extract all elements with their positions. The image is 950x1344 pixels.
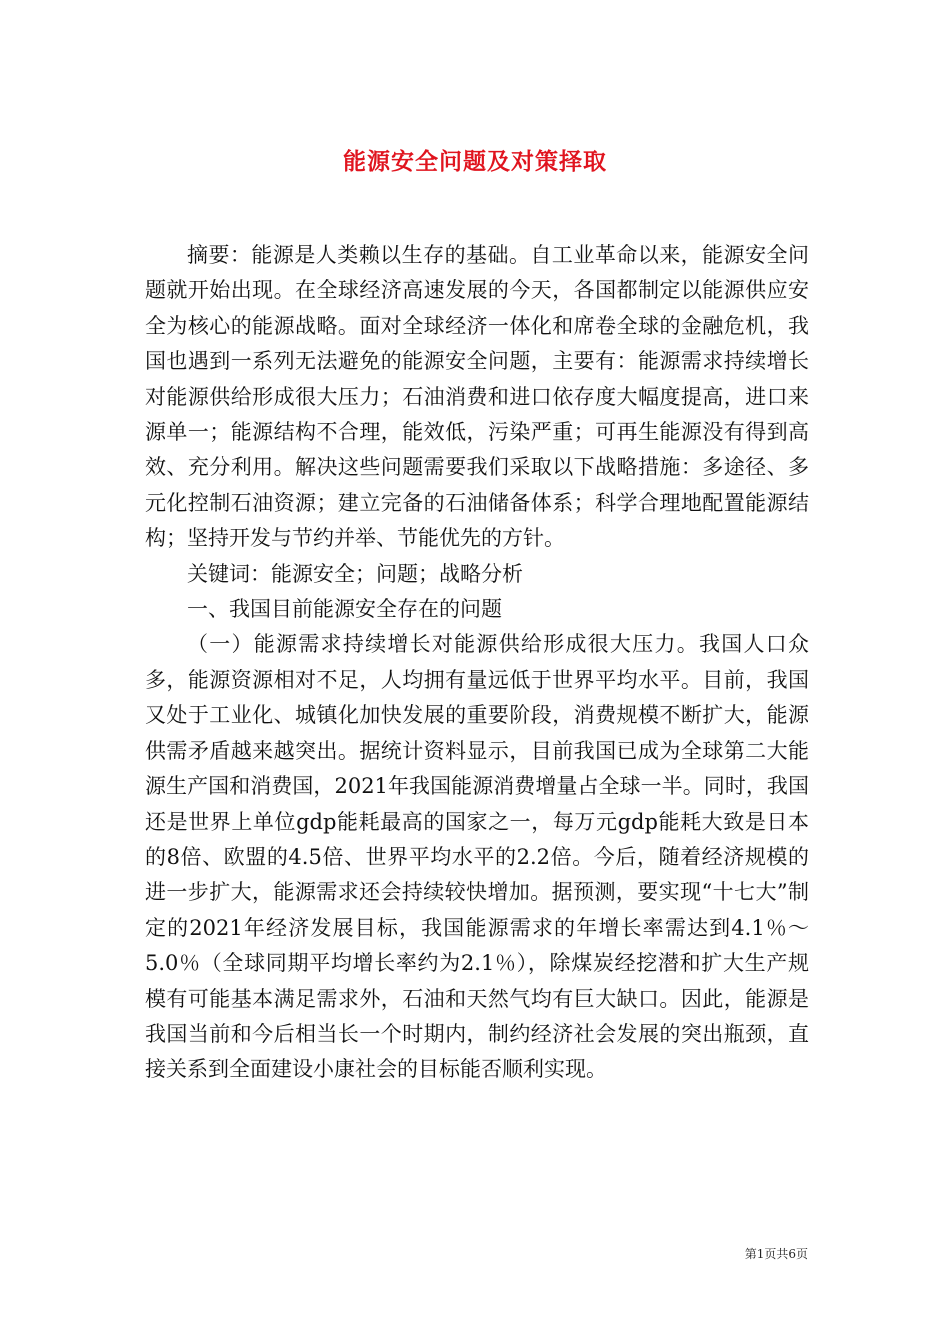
abstract-paragraph: 摘要：能源是人类赖以生存的基础。自工业革命以来，能源安全问题就开始出现。在全球经济高速发展的今天，各国都制定以能源供应安全为核心的能源战略。面对全球经济一体化和席卷全球的金融危机，我国也遇到一系列无法避免的能源安全问题，主要有：能源需求持续增长对能源供给形成很大压力；石油消费和进口依存度大幅度提高，进口来源单一；能源结构不合理，能效低，污染严重；可再生能源没有得到高效、充分利用。解决这些问题需要我们采取以下战略措施：多途径、多元化控制石油资源；建立完备的石油储备体系；科学合理地配置能源结构；坚持开发与节约并举、节能优先的方针。	[145, 243, 809, 551]
document-body	[145, 238, 809, 1088]
section-heading: 一、我国目前能源安全存在的问题	[187, 597, 502, 622]
body-paragraph: （一）能源需求持续增长对能源供给形成很大压力。我国人口众多，能源资源相对不足，人均拥有量远低于世界平均水平。目前，我国又处于工业化、城镇化加快发展的重要阶段，消费规模不断扩大，能源供需矛盾越来越突出。据统计资料显示，目前我国已成为全球第二大能源生产国和消费国，2021年我国能源消费增量占全球一半。同时，我国还是世界上单位gdp能耗最高的国家之一，每万元gdp能耗大致是日本的8倍、欧盟的4.5倍、世界平均水平的2.2倍。今后，随着经济规模的进一步扩大，能源需求还会持续较快增加。据预测，要实现“十七大”制定的2021年经济发展目标，我国能源需求的年增长率需达到4.1％～5.0％（全球同期平均增长率约为2.1％），除煤炭经挖潜和扩大生产规模有可能基本满足需求外，石油和天然气均有巨大缺口。因此，能源是我国当前和今后相当长一个时期内，制约经济社会发展的突出瓶颈，直接关系到全面建设小康社会的目标能否顺利实现。	[145, 632, 809, 1082]
document-title: 能源安全问题及对策择取	[343, 148, 607, 176]
keywords-paragraph: 关键词：能源安全；问题；战略分析	[187, 561, 523, 586]
page-number: 第1页共6页	[744, 1247, 808, 1261]
